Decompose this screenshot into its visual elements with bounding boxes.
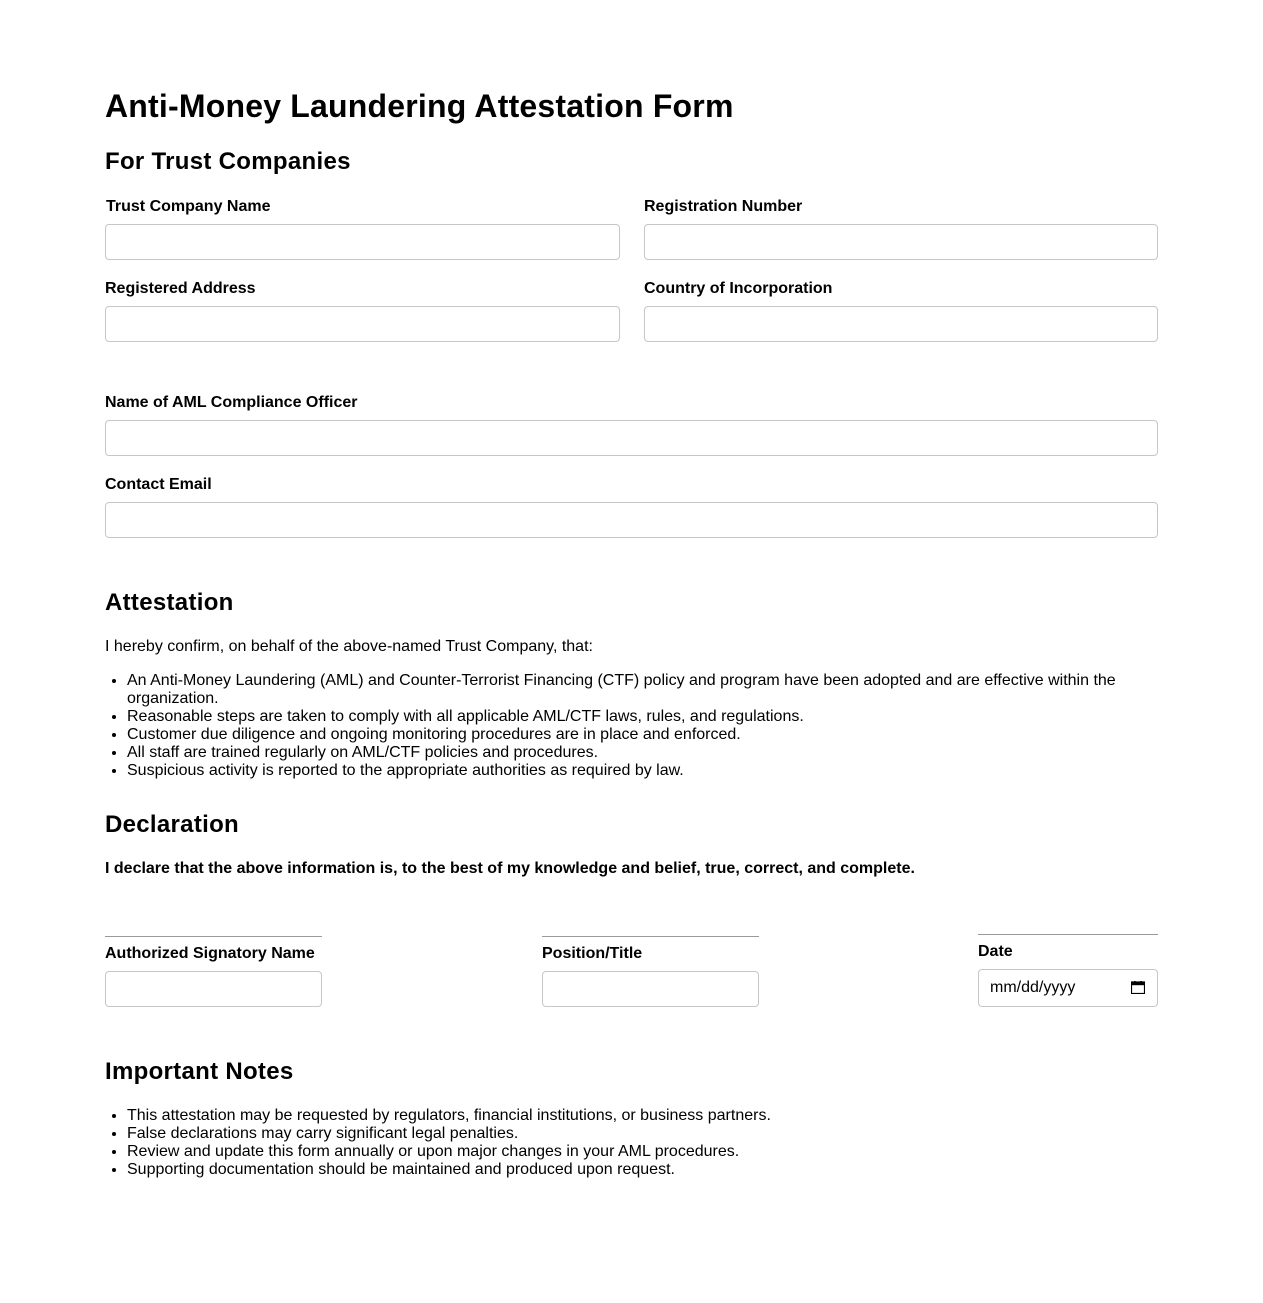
country-of-incorporation-input[interactable] (644, 306, 1158, 342)
trust-company-name-input[interactable] (105, 224, 620, 260)
signatory-name-label: Authorized Signatory Name (105, 945, 315, 962)
registration-number-label: Registration Number (644, 198, 803, 215)
signatory-name-input[interactable] (105, 971, 322, 1007)
country-of-incorporation-label: Country of Incorporation (644, 280, 833, 297)
list-item: • All staff are trained regularly on AML/CTF policies and procedures. (127, 744, 1145, 762)
attestation-intro: I hereby confirm, on behalf of the above-named Trust Company, that: (105, 638, 593, 655)
contact-email-label: Contact Email (105, 476, 212, 493)
signatory-signature-line (105, 936, 322, 937)
date-input[interactable] (978, 969, 1158, 1007)
list-item: • Customer due diligence and ongoing monitoring procedures are in place and enforced. (127, 726, 1145, 744)
date-placeholder: mm/dd/yyyy (990, 979, 1076, 996)
officer-name-label: Name of AML Compliance Officer (105, 394, 358, 411)
list-item: • This attestation may be requested by regulators, financial institutions, or business partners. (127, 1107, 1145, 1125)
trust-company-name-label: Trust Company Name (106, 198, 271, 215)
officer-name-input[interactable] (105, 420, 1158, 456)
page-title: Anti-Money Laundering Attestation Form (105, 88, 734, 124)
page-subtitle: For Trust Companies (105, 148, 351, 175)
date-label: Date (978, 943, 1013, 960)
position-title-input[interactable] (542, 971, 759, 1007)
list-item: • Review and update this form annually or upon major changes in your AML procedures. (127, 1143, 1145, 1161)
registration-number-input[interactable] (644, 224, 1158, 260)
attestation-list (105, 672, 1145, 780)
list-item: • Supporting documentation should be maintained and produced upon request. (127, 1161, 1145, 1179)
position-signature-line (542, 936, 759, 937)
registered-address-label: Registered Address (105, 280, 256, 297)
list-item: • Reasonable steps are taken to comply with all applicable AML/CTF laws, rules, and regulations. (127, 708, 1145, 726)
list-item: • Suspicious activity is reported to the appropriate authorities as required by law. (127, 762, 1145, 780)
attestation-heading: Attestation (105, 589, 234, 616)
list-item: • An Anti-Money Laundering (AML) and Counter-Terrorist Financing (CTF) policy and program have been adopted and are effective within the organization. (127, 672, 1145, 708)
calendar-icon[interactable] (1131, 981, 1145, 994)
position-title-label: Position/Title (542, 945, 643, 962)
list-item: • False declarations may carry significant legal penalties. (127, 1125, 1145, 1143)
declaration-statement: I declare that the above information is, to the best of my knowledge and belief, true, correct, and complete. (105, 860, 915, 877)
notes-list (105, 1107, 1145, 1179)
date-signature-line (978, 934, 1158, 935)
notes-heading: Important Notes (105, 1058, 294, 1085)
contact-email-input[interactable] (105, 502, 1158, 538)
registered-address-input[interactable] (105, 306, 620, 342)
declaration-heading: Declaration (105, 811, 240, 838)
